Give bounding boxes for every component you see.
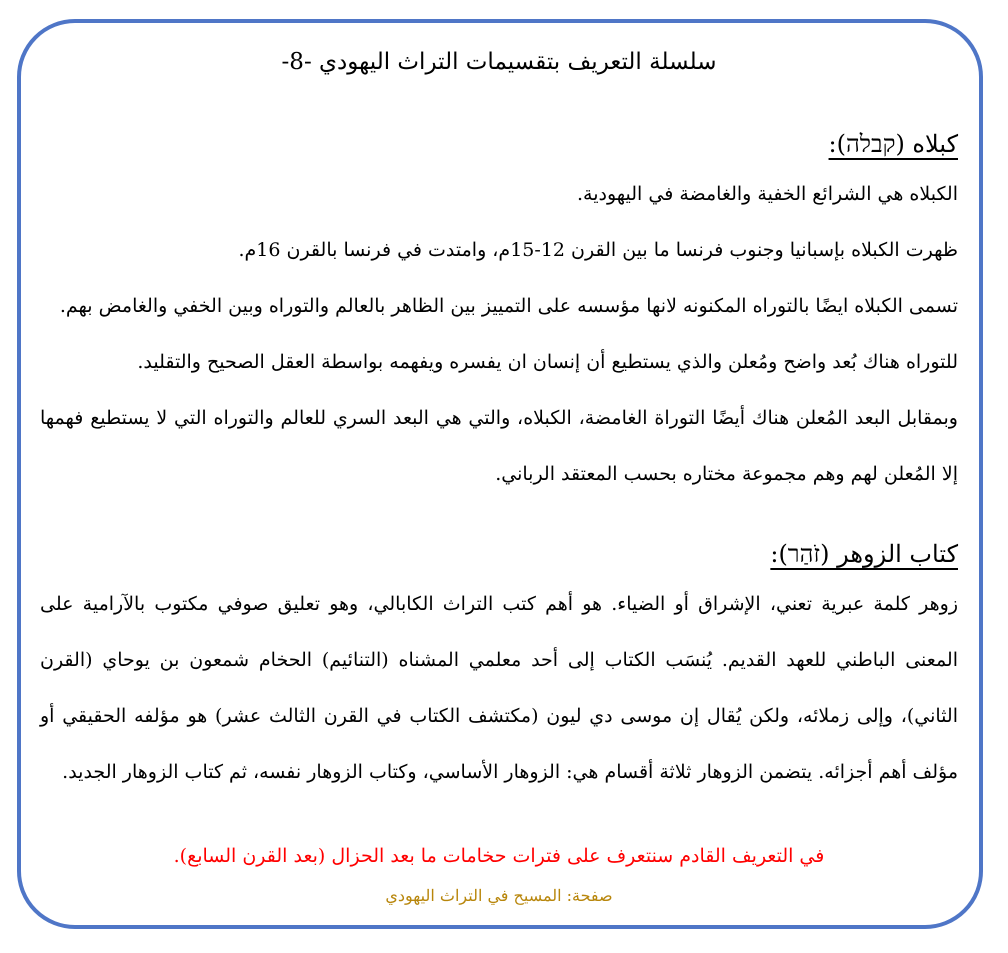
zohar-heading: كتاب الزوهر (זֹהַר): — [770, 540, 958, 568]
kabbalah-heading: كبلاه (קבלה): — [828, 130, 958, 158]
kabbalah-paragraph-4: للتوراه هناك بُعد واضح ومُعلن والذي يستطيع أن إنسان ان يفسره ويفهمه بواسطة العقل الصحيح والتقليد. — [137, 351, 958, 373]
zohar-paragraph: زوهر كلمة عبرية تعني، الإشراق أو الضياء. هو أهم كتب التراث الكابالي، وهو تعليق صوفي مكتوب بالآرامية على المعنى الباطني للعهد القديم. يُنسَب الكتاب إلى أحد معلمي المشناه (التنائيم) الحخام شمعون بن يوحاي (القرن الثاني)، وإلى زملائه، ولكن يُقال إن موسى دي ليون (مكتشف الكتاب في القرن الثالث عشر) هو مؤلفه الحقيقي أو مؤلف أهم أجزائه. يتضمن الزوهار ثلاثة أقسام هي: الزوهار الأساسي، وكتاب الزوهار نفسه، ثم كتاب الزوهار الجديد. — [40, 593, 958, 783]
kabbalah-paragraph-5: وبمقابل البعد المُعلن هناك أيضًا التوراة الغامضة، الكبلاه، والتي هي البعد السري للعالم والتوراه التي لا يستطيع فهمها إلا المُعلن لهم وهم مجموعة مختاره بحسب المعتقد الرباني. — [40, 407, 958, 485]
kabbalah-paragraph-3: تسمى الكبلاه ايضًا بالتوراه المكنونه لانها مؤسسه على التمييز بين الظاهر بالعالم والتوراه وبين الخفي والغامض بهم. — [59, 295, 958, 317]
page-title: سلسلة التعريف بتقسيمات التراث اليهودي -8- — [281, 49, 717, 75]
next-topic-notice: في التعريف القادم سنتعرف على فترات حخامات ما بعد الحزال (بعد القرن السابع). — [173, 845, 825, 867]
kabbalah-paragraph-2: ظهرت الكبلاه بإسبانيا وجنوب فرنسا ما بين القرن 12-15م، وامتدت في فرنسا بالقرن 16م. — [238, 239, 958, 261]
page-footer: صفحة: المسيح في التراث اليهودي — [385, 886, 613, 905]
kabbalah-paragraph-1: الكبلاه هي الشرائع الخفية والغامضة في اليهودية. — [576, 183, 958, 205]
